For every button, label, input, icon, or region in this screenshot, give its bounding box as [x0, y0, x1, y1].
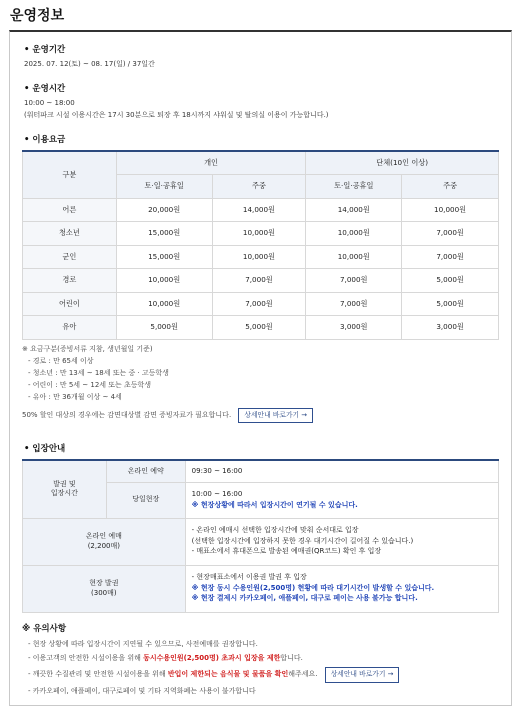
caution-highlight: 동시수용인원(2,500명) 초과시 입장을 제한 [143, 653, 281, 662]
caution-text: - 이용고객의 안전한 시설이용을 위해 [28, 653, 144, 662]
fee-sub-weekday: 주중 [402, 175, 499, 199]
caution-heading: ※ 유의사항 [22, 624, 67, 634]
fee-cell: 7,000원 [402, 245, 499, 269]
fee-group-group: 단체(10인 이상) [306, 151, 499, 175]
caution-text: 해주세요. [288, 670, 318, 679]
entry-onsite-time: 10:00 ~ 16:00 [191, 490, 243, 499]
fee-category: 경로 [23, 269, 117, 293]
fee-cell: 14,000원 [212, 198, 306, 222]
content-box [9, 30, 512, 706]
caution-line: - 카카오페이, 애플페이, 대구로페이 및 기타 지역화폐는 사용이 불가합니다 [28, 686, 256, 695]
entry-ticket-time-label: 발권 및 입장시간 [23, 460, 107, 518]
page-title: 운영정보 [10, 8, 65, 24]
caution-highlight: 반입이 제한되는 음식물 및 물품을 확인 [167, 670, 289, 679]
entry-onsite-label: 당일현장 [106, 482, 185, 518]
fee-cell: 15,000원 [116, 245, 212, 269]
entry-online-res-cell [185, 518, 498, 565]
fee-cell: 20,000원 [116, 198, 212, 222]
hours-section [24, 84, 329, 120]
hours-heading: • 운영시간 [24, 84, 329, 95]
entry-online-label: 온라인 예약 [106, 460, 185, 482]
entry-online-res-line: - 매표소에서 휴대폰으로 발송된 예매권(QR코드) 확인 후 입장 [191, 547, 382, 556]
fee-discount-text: 50% 할인 대상의 경우에는 감면대상별 감면 증빙자료가 필요합니다. [22, 411, 232, 420]
entry-heading: • 입장안내 [24, 444, 65, 455]
entry-onsite-sale-line: - 현장매표소에서 이용권 발권 후 입장 [191, 573, 307, 582]
entry-onsite-sale-label-cell [23, 565, 186, 612]
period-heading: • 운영기간 [24, 45, 155, 56]
fee-cell: 15,000원 [116, 222, 212, 246]
fee-detail-link-button[interactable]: 상세안내 바로가기 → [238, 408, 313, 423]
caution-line [22, 654, 399, 663]
entry-onsite-cell [185, 482, 498, 518]
fee-category: 군인 [23, 245, 117, 269]
fee-cell: 10,000원 [402, 198, 499, 222]
fee-note-senior: - 경로 : 만 65세 이상 [28, 356, 94, 365]
fee-note-child: - 어린이 : 만 5세 ~ 12세 또는 초등학생 [28, 380, 152, 389]
fee-note-youth: - 청소년 : 만 13세 ~ 18세 또는 중 · 고등학생 [28, 368, 169, 377]
entry-online-res-label: 온라인 예매 [85, 532, 122, 541]
period-text: 2025. 07. 12(토) ~ 08. 17(일) / 37일간 [24, 60, 155, 69]
fee-cell: 7,000원 [212, 292, 306, 316]
fee-cell: 5,000원 [402, 292, 499, 316]
table-row [23, 198, 499, 222]
entry-online-time: 09:30 ~ 16:00 [185, 460, 498, 482]
fee-note-infant: - 유아 : 만 36개월 이상 ~ 4세 [28, 392, 122, 401]
fee-cell: 10,000원 [116, 292, 212, 316]
caution-text: - 깨끗한 수질관리 및 안전한 시설이용을 위해 [28, 670, 168, 679]
caution-line: - 현장 상황에 따라 입장시간이 지연될 수 있으므로, 사전예매를 권장합니다. [28, 640, 258, 649]
entry-online-res-line: (선택한 입장시간에 입장하지 못한 경우 대기시간이 길어질 수 있습니다.) [191, 536, 414, 545]
fee-category: 어른 [23, 198, 117, 222]
entry-onsite-sale-line: ※ 현장 동시 수용인원(2,500명) 현황에 따라 대기시간이 발생할 수 있습니다. [191, 583, 435, 592]
fee-section [24, 135, 65, 146]
table-row [23, 222, 499, 246]
caution-line [22, 667, 399, 682]
fee-sub-weekend: 토·일·공휴일 [116, 175, 212, 199]
fee-cell: 7,000원 [306, 292, 402, 316]
fee-note-basis: ※ 요금구분(증빙서류 지참, 생년월일 기준) [22, 345, 153, 353]
fee-cell: 10,000원 [212, 222, 306, 246]
fee-cell: 5,000원 [116, 316, 212, 340]
fee-notes [22, 345, 313, 426]
entry-table [22, 459, 499, 613]
fee-table [22, 150, 499, 340]
fee-category: 청소년 [23, 222, 117, 246]
entry-online-res-line: - 온라인 예매시 선택한 입장시간에 맞춰 순서대로 입장 [191, 526, 359, 535]
fee-group-individual: 개인 [116, 151, 306, 175]
fee-cell: 10,000원 [306, 245, 402, 269]
entry-onsite-note: ※ 현장상황에 따라서 입장시간이 연기될 수 있습니다. [191, 500, 358, 509]
hours-time: 10:00 ~ 18:00 [24, 99, 75, 108]
entry-onsite-sale-count: (300매) [91, 588, 117, 597]
fee-cell: 5,000원 [212, 316, 306, 340]
table-row [23, 245, 499, 269]
fee-discount-line [22, 408, 313, 423]
entry-onsite-sale-label: 현장 발권 [89, 579, 119, 588]
entry-section [24, 444, 65, 455]
entry-online-res-label-cell [23, 518, 186, 565]
caution-text: 합니다. [280, 653, 303, 662]
fee-cell: 7,000원 [306, 269, 402, 293]
fee-cell: 5,000원 [402, 269, 499, 293]
fee-cell: 10,000원 [306, 222, 402, 246]
entry-online-res-count: (2,200매) [87, 541, 120, 550]
fee-cell: 3,000원 [402, 316, 499, 340]
fee-heading: • 이용요금 [24, 135, 65, 146]
fee-sub-weekday: 주중 [212, 175, 306, 199]
table-row [23, 316, 499, 340]
fee-cell: 14,000원 [306, 198, 402, 222]
caution-detail-link-button[interactable]: 상세안내 바로가기 → [325, 667, 400, 682]
fee-cell: 7,000원 [212, 269, 306, 293]
fee-category: 어린이 [23, 292, 117, 316]
fee-cell: 10,000원 [212, 245, 306, 269]
fee-cell: 3,000원 [306, 316, 402, 340]
table-row [23, 292, 499, 316]
fee-sub-weekend: 토·일·공휴일 [306, 175, 402, 199]
entry-onsite-sale-cell [185, 565, 498, 612]
fee-cell: 7,000원 [402, 222, 499, 246]
period-section [24, 45, 155, 70]
fee-category: 유아 [23, 316, 117, 340]
hours-note: (워터파크 시설 이용시간은 17시 30분으로 퇴장 후 18시까지 샤워실 및 탈의실 이용이 가능합니다.) [24, 110, 329, 119]
entry-onsite-sale-line: ※ 현장 결제시 카카오페이, 애플페이, 대구로 페이는 사용 불가능 합니다. [191, 594, 418, 603]
fee-col-category: 구분 [23, 151, 117, 198]
table-row [23, 269, 499, 293]
caution-section [22, 624, 399, 700]
fee-cell: 10,000원 [116, 269, 212, 293]
